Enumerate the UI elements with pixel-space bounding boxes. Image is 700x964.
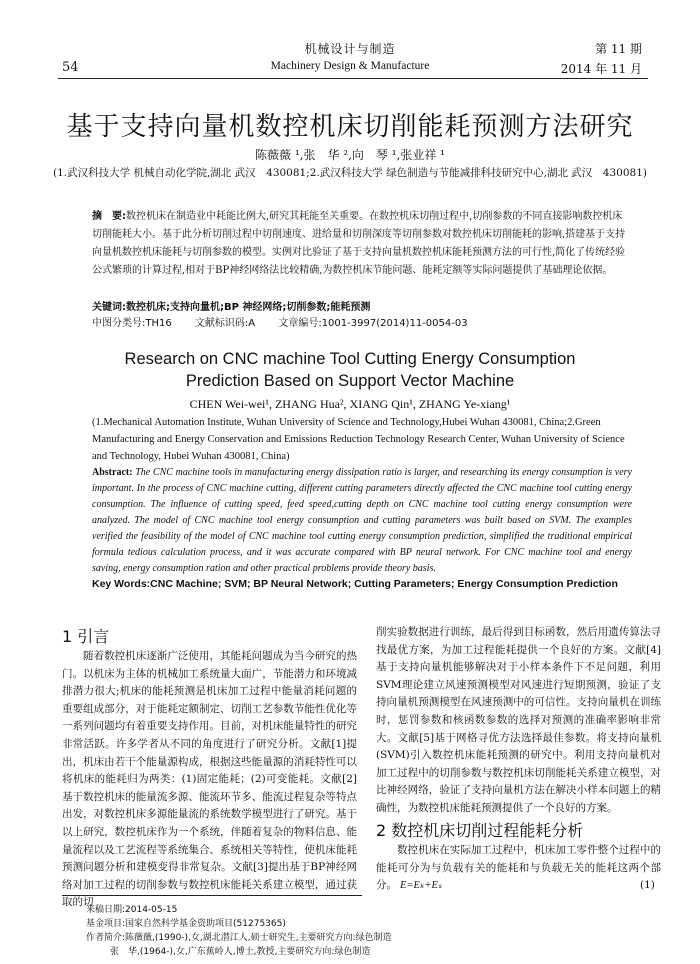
doc-code: 文献标识码:A [194, 318, 256, 329]
issue-number: 第 11 期 [595, 42, 642, 56]
abstract-en-text: The CNC machine tools in manufacturing energy dissipation ratio is larger, and researching its energy consumption is very important. In the process of CNC machine cutting, different cutting parameters directly affected the CNC machine tool cutting energy consumption. The influence of cutting speed, feed speed,cutting depth on CNC machine tool cutting energy consumption were analyzed. The model of CNC machine tool energy consumption and cutting parameters was built based on SVM. The examples verified the feasibility of the model of CNC machine tool cutting energy consumption prediction, simplified the traditional empirical formula tedious calculation process, and it was accurate compared with BP neural network. For CNC machine tool and energy saving, energy consumption ration and other practical problems provide theory basis. [92, 467, 633, 574]
affiliations-en: (1.Mechanical Automation Institute, Wuhan University of Science and Technology,Hubei Wuhan 430081, China;2.Green Manufacturing and Energy Conservation and Emissions Reduction Technology Research Center, Wuhan University of Science and Technology, Hubei Wuhan 430081, China) [92, 417, 625, 462]
issue-date: 2014 年 11 月 [560, 62, 642, 76]
article-number: 文章编号:1001-3997(2014)11-0054-03 [278, 318, 468, 329]
section-1-title: 1 引言 [62, 627, 110, 646]
page-number: 54 [62, 60, 79, 75]
footnote-received: 来稿日期:2014-05-15 [86, 905, 178, 915]
footnote-rule [62, 895, 362, 896]
abstract-cn-label: 摘 要: [92, 211, 126, 222]
affiliations-cn: (1.武汉科技大学 机械自动化学院,湖北 武汉 430081;2.武汉科技大学 绿色制造与节能减排科技研究中心,湖北 武汉 430081) [53, 167, 647, 179]
footnote-author-1: 作者简介:陈薇薇,(1990-),女,湖北潜江人,硕士研究生,主要研究方向:绿色制造 [86, 933, 392, 943]
abstract-en [92, 465, 632, 577]
paper-title-en-line1: Research on CNC machine Tool Cutting Energy Consumption [124, 350, 576, 368]
classification-line [92, 314, 488, 329]
section-2-paragraph: 数控机床在实际加工过程中，机床加工零件整个过程中的能耗可分为与负载有关的能耗和与负载无关的能耗这两个部分。 [376, 844, 661, 892]
section-1-paragraph: 随着数控机床逐渐广泛使用，其能耗问题成为当今研究的热门。以机床为主体的机械加工系统量大面广，节能潜力和环境减排潜力很大;机床的能耗预测是机床加工过程中能量消耗问题的重要组成部分，对于能耗定额制定、切削工艺参数节能性优化等一系列问题均有着重要支持作用。目前，对机床能量特性的研究非常活跃。许多学者从不同的角度进行了研究分析。文献[1]提出，机床由若干个能量源构成，根据这些能量源的消耗特性可以将机床的能耗归为两类：(1)固定能耗；(2)可变能耗。文献[2]基于数控机床的能量流多源、能流环节多、能流过程复杂等特点出发，对数控机床多源能量流的系统数学模型进行了研究。基于以上研究，数控机床作为一个系统，伴随着复杂的物料信息、能量流程以及工艺流程等系统集合、系统相关等特性，使机床能耗预测问题分析和建模变得非常复杂。文献[3]提出基于BP神经网络对加工过程的切削参数与数控机床能耗关系建立模型，通过获取的切 [62, 650, 357, 909]
paper-title-cn: 基于支持向量机数控机床切削能耗预测方法研究 [66, 112, 634, 142]
right-column-body [376, 624, 661, 818]
journal-name-cn: 机械设计与制造 [304, 42, 396, 56]
footnote-funding: 基金项目:国家自然科学基金资助项目(51275365) [86, 919, 286, 929]
paper-title-en-line2: Prediction Based on Support Vector Machine [185, 372, 515, 390]
clc-number: 中图分类号:TH16 [92, 318, 172, 329]
authors-en: CHEN Wei-wei¹, ZHANG Hua², XIANG Qin¹, ZHANG Ye-xiang¹ [189, 397, 511, 411]
equation-1-number: (1) [640, 879, 655, 891]
paper-title-en [0, 348, 700, 392]
authors-cn: 陈薇薇 ¹,张 华 ²,向 琴 ¹,张业祥 ¹ [255, 148, 445, 162]
keywords-cn: 关键词:数控机床;支持向量机;BP 神经网络;切削参数;能耗预测 [92, 302, 371, 313]
header-rule [58, 78, 648, 79]
abstract-cn [92, 208, 632, 280]
journal-name-en: Machinery Design & Manufacture [270, 60, 430, 72]
abstract-en-label: Abstract: [92, 467, 133, 478]
abstract-cn-text: 数控机床在制造业中耗能比例大,研究其耗能至关重要。在数控机床切削过程中,切削参数的不同直接影响数控机床切削能耗大小。基于此分析切削过程中切削速度、进给量和切削深度等切削参数对数控机床切削能耗的影响,搭建基于支持向量机数控机床能耗与切削参数的模型。实例对比验证了基于支持向量机数控机床能耗预测方法的可行性,简化了传统经验公式繁琐的计算过程,相对于BP神经网络法比较精确,为数控机床节能问题、能耗定额等实际问题提供了基础理论依据。 [92, 211, 626, 276]
right-column-paragraph: 削实验数据进行训练，最后得到目标函数，然后用遗传算法寻找最优方案，为加工过程能耗提供一个良好的方案。文献[4]基于支持向量机能够解决对于小样本条件下不足问题，利用SVM理论建立风速预测模型对风速进行短期预测，验证了支持向量机预测模型在风速预测中的可信性。支持向量机在训练时，惩罚参数和核函数参数的选择对预测的准确率影响非常大。文献[5]基于网格寻优方法选择最佳参数。将支持向量机(SVM)引入数控机床能耗预测的研究中。利用支持向量机对加工过程中的切削参数与数控机床切削能耗关系建立模型，对比神经网络，验证了支持向量机方法在解决小样本问题上的精确性，为数控机床能耗预测提供了一个良好的方案。 [376, 626, 661, 814]
section-2-title: 2 数控机床切削过程能耗分析 [376, 821, 584, 840]
footnote-author-2: 张 华,(1964-),女,广东蕉岭人,博士,教授,主要研究方向:绿色制造 [110, 947, 371, 957]
equation-1: E=Eₖ+Eₛ [400, 880, 442, 891]
keywords-en: Key Words:CNC Machine; SVM; BP Neural Network; Cutting Parameters; Energy Consumption Prediction [92, 578, 618, 590]
section-1-body [62, 648, 357, 912]
